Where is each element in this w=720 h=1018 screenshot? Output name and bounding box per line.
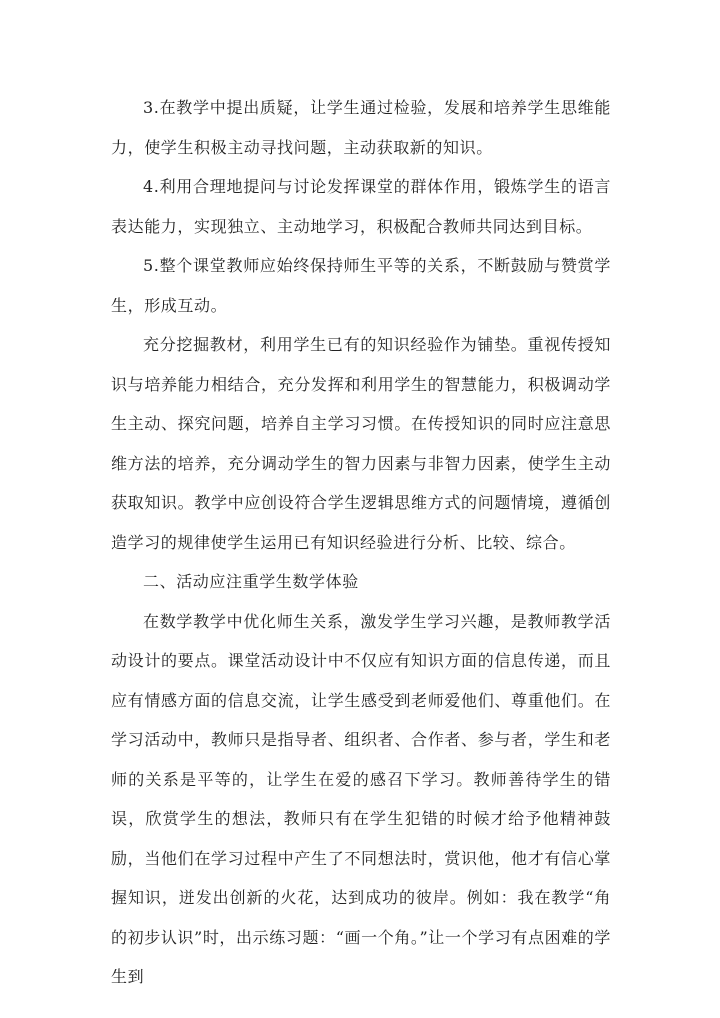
paragraph-item-3: 3.在教学中提出质疑，让学生通过检验，发展和培养学生思维能力，使学生积极主动寻找问题，主动获取新的知识。 [111,98,611,157]
section-heading-2: 二、活动应注重学生数学体验 [143,572,359,591]
paragraph-item-4: 4.利用合理地提问与讨论发挥课堂的群体作用，锻炼学生的语言表达能力，实现独立、主动地学习，积极配合教师共同达到目标。 [111,177,611,236]
paragraph-textbook-usage: 充分挖掘教材，利用学生已有的知识经验作为铺垫。重视传授知识与培养能力相结合，充分发挥和利用学生的智慧能力，积极调动学生主动、探究问题，培养自主学习习惯。在传授知识的同时应注意思维方法的培养，充分调动学生的智力因素与非智力因素，使学生主动获取知识。教学中应创设符合学生逻辑思维方式的问题情境，遵循创造学习的规律使学生运用已有知识经验进行分析、比较、综合。 [111,335,611,552]
paragraph-teacher-student-relation: 在数学教学中优化师生关系，激发学生学习兴趣，是教师教学活动设计的要点。课堂活动设计中不仅应有知识方面的信息传递，而且应有情感方面的信息交流，让学生感受到老师爱他们、尊重他们。在学习活动中，教师只是指导者、组织者、合作者、参与者，学生和老师的关系是平等的，让学生在爱的感召下学习。教师善待学生的错误，欣赏学生的想法，教师只有在学生犯错的时候才给予他精神鼓励，当他们在学习过程中产生了不同想法时，赏识他，他才有信心掌握知识，迸发出创新的火花，达到成功的彼岸。例如：我在教学“角的初步认识”时，出示练习题：“画一个角。”让一个学习有点困难的学生到 [111,611,611,986]
document-body [111,88,611,997]
paragraph-item-5: 5.整个课堂教师应始终保持师生平等的关系，不断鼓励与赞赏学生，形成互动。 [111,256,611,315]
